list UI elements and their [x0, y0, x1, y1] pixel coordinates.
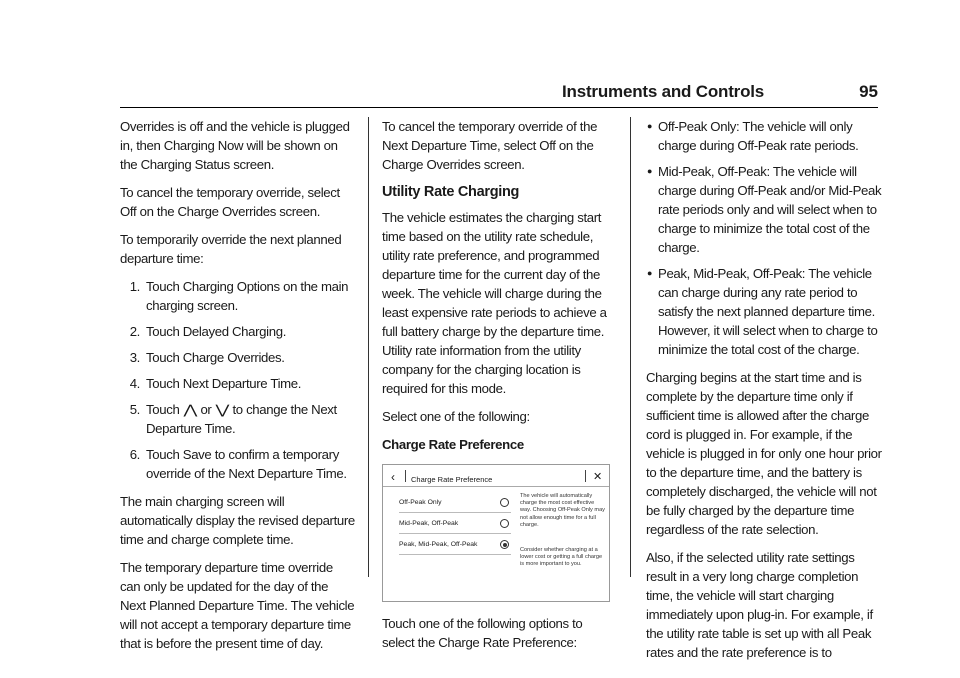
paragraph: To cancel the temporary override, select Off on the Charge Overrides screen. [120, 185, 340, 219]
figure-help-text: Consider whether charging at a lower cost or getting a full charge is more important to you. [520, 547, 603, 568]
step-text-pre: Touch [146, 402, 180, 417]
step-text: Touch Charging Options on the main charging screen. [146, 279, 349, 313]
figure-option [399, 514, 511, 534]
paragraph: Charging begins at the start time and is complete by the departure time only if sufficient time is allowed after the charge cord is plugged in. For example, if the vehicle is plugged in for only one hour prior to the departure time, and the battery is completely discharged, the vehicle will not be fully charged by the departure time regardless of the rate selection. [646, 370, 882, 537]
column-left [120, 117, 356, 662]
paragraph: Also, if the selected utility rate settings result in a very long charge completion time, the vehicle will start charging immediately upon plug-in. For example, if the utility rate table is set up with all Peak rates and the rate preference is to [646, 550, 873, 660]
column-divider [630, 117, 631, 577]
paragraph: To cancel the temporary override of the Next Departure Time, select Off on the Charge Overrides screen. [382, 119, 598, 172]
bullet-icon: ● [647, 268, 653, 278]
paragraph: Select one of the following: [382, 409, 530, 424]
paragraph: The main charging screen will automatically display the revised departure time and charge complete time. [120, 494, 355, 547]
step-text-mid: or [200, 402, 212, 417]
step-text: Touch Delayed Charging. [146, 324, 287, 339]
figure-option-label: Peak, Mid-Peak, Off-Peak [399, 541, 478, 548]
figure-option-label: Mid-Peak, Off-Peak [399, 520, 459, 527]
radio-empty-icon [500, 519, 509, 528]
bullet-text: Off-Peak Only: The vehicle will only charge during Off-Peak rate periods. [658, 119, 859, 153]
step-item [120, 445, 356, 483]
chevron-left-icon: ‹ [391, 470, 395, 484]
step-number: 4. [129, 376, 140, 391]
page-number: 95 [859, 82, 878, 101]
step-text: Touch Charge Overrides. [146, 350, 285, 365]
radio-empty-icon [500, 498, 509, 507]
step-number: 2. [129, 324, 140, 339]
bullet-item [646, 162, 882, 257]
radio-selected-icon [500, 540, 509, 549]
step-number: 5. [129, 402, 140, 417]
step-text: Touch Save to confirm a temporary override of the Next Departure Time. [146, 447, 347, 481]
step-item [120, 277, 356, 315]
section-title: Instruments and Controls [562, 82, 765, 101]
bullet-icon: ● [647, 121, 653, 131]
step-list [120, 277, 356, 483]
close-icon: ✕ [593, 471, 603, 483]
step-item [120, 348, 356, 367]
paragraph: The temporary departure time override can only be updated for the day of the Next Planned Departure Time. The vehicle will not accept a temporary departure time that is before the present time of day. [120, 560, 355, 651]
subheading: Charge Rate Preference [382, 437, 524, 452]
chevron-up-icon: ⋀ [183, 402, 197, 417]
step-number: 6. [129, 447, 140, 462]
figure-help-text: The vehicle will automatically charge the most cost effective way. Choosing Off-Peak Only may not allow enough time for a full charge. [520, 493, 605, 528]
step-number: 1. [129, 279, 140, 294]
column-right [646, 117, 882, 671]
figure-title-bar [383, 465, 609, 487]
header-rule [120, 107, 878, 108]
bullet-icon: ● [647, 166, 653, 176]
bullet-text: Mid-Peak, Off-Peak: The vehicle will charge during Off-Peak and/or Mid-Peak rate periods only and will select when to charge to minimize the total cost of the charge. [658, 164, 882, 255]
paragraph: To temporarily override the next planned departure time: [120, 232, 342, 266]
figure-screen-title: Charge Rate Preference [411, 475, 493, 484]
divider [585, 470, 586, 482]
figure-option-label: Off-Peak Only [399, 499, 442, 506]
step-text [146, 400, 356, 438]
bullet-item [646, 264, 882, 359]
paragraph: Touch one of the following options to select the Charge Rate Preference: [382, 616, 583, 650]
step-item [120, 322, 356, 341]
bullet-text: Peak, Mid-Peak, Off-Peak: The vehicle can charge during any rate period to satisfy the next planned departure time. However, it will select when to charge to minimize the total cost of the charge. [658, 266, 878, 357]
bullet-item [646, 117, 882, 155]
step-text-post: to change the Next Departure Time. [146, 402, 337, 436]
column-middle [382, 117, 618, 661]
figure-option [399, 493, 511, 513]
step-item [120, 374, 356, 393]
column-divider [368, 117, 369, 577]
charge-rate-screen-figure [382, 464, 610, 602]
chevron-down-icon: ⋁ [215, 402, 229, 417]
page-header [562, 82, 878, 110]
figure-option [399, 535, 511, 555]
bullet-list [646, 117, 882, 359]
step-item [120, 400, 356, 438]
paragraph: The vehicle estimates the charging start time based on the utility rate schedule, utility rate preference, and programmed departure time for the current day of the week. The vehicle will charge during the least expensive rate periods to achieve a full battery charge by the departure time. Utility rate information from the utility company for the charging location is required for this mode. [382, 210, 607, 396]
step-number: 3. [129, 350, 140, 365]
divider [405, 470, 406, 482]
step-text: Touch Next Departure Time. [146, 376, 302, 391]
section-heading: Utility Rate Charging [382, 184, 520, 200]
paragraph: Overrides is off and the vehicle is plugged in, then Charging Now will be shown on the Charging Status screen. [120, 119, 350, 172]
